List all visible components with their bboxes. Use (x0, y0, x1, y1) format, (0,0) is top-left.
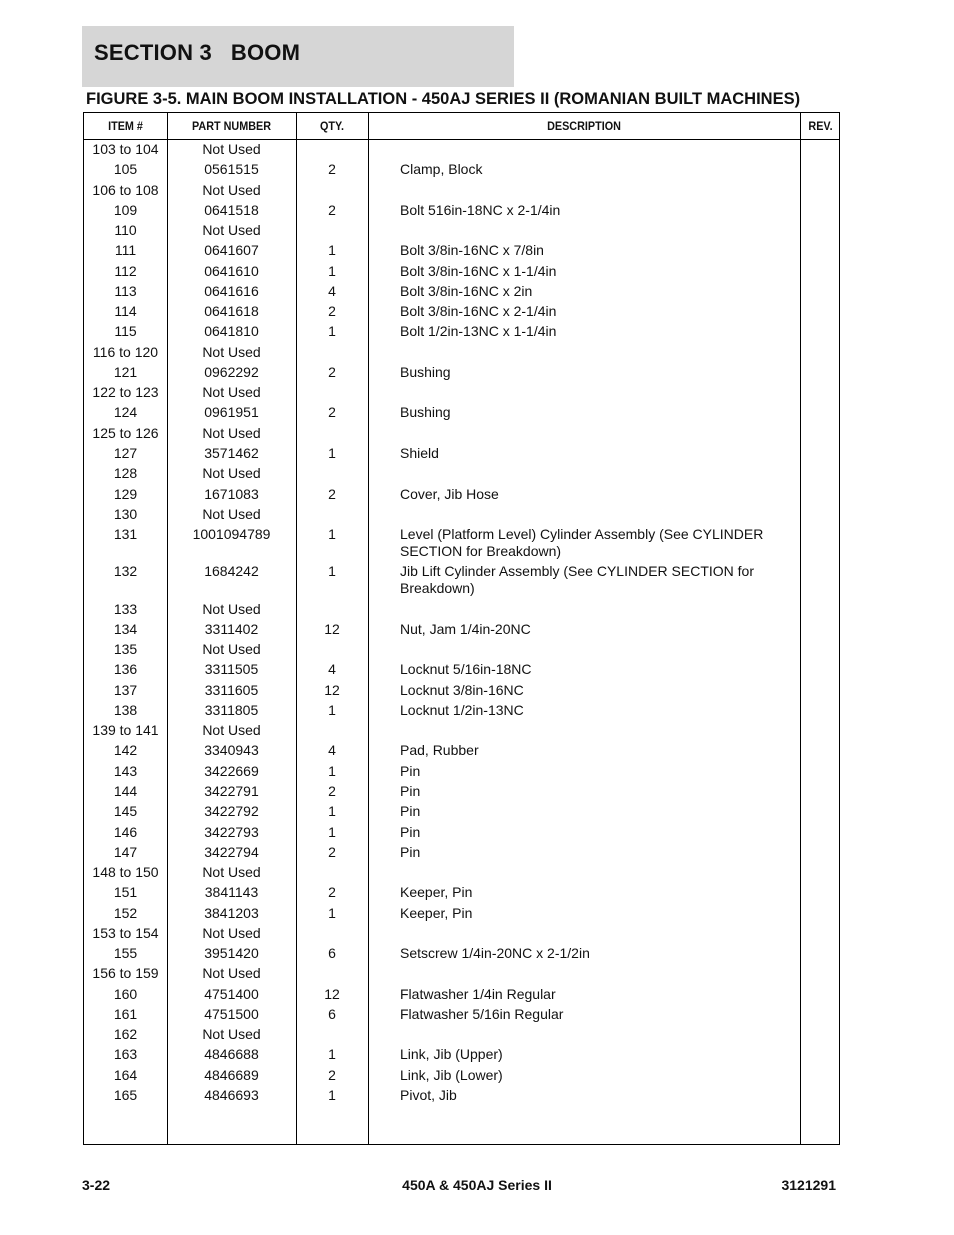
part-number-cell: 3311402 (204, 620, 259, 637)
item-number-cell: 135 (113, 641, 138, 658)
table-row (84, 263, 841, 283)
part-number-cell: 3311505 (204, 661, 259, 678)
description-cell: Bolt 1/2in-13NC x 1-1/4in (400, 323, 557, 340)
description-cell: Locknut 5/16in-18NC (400, 661, 532, 678)
quantity-cell: 2 (328, 1066, 336, 1083)
item-number-cell: 146 (113, 823, 138, 840)
part-number-cell: 4846693 (204, 1086, 259, 1103)
part-number-cell: 4751500 (204, 1005, 259, 1022)
part-number-cell: 3422792 (204, 803, 259, 820)
table-row (84, 283, 841, 303)
table-row (84, 763, 841, 783)
table-row (84, 1006, 841, 1026)
quantity-cell: 1 (328, 904, 336, 921)
table-row (84, 824, 841, 844)
quantity-cell: 1 (328, 701, 336, 718)
item-number-cell: 106 to 108 (92, 181, 159, 198)
part-number-cell: 3422794 (204, 843, 259, 860)
description-cell: Bolt 3/8in-16NC x 7/8in (400, 242, 544, 259)
description-cell: Cover, Jib Hose (400, 485, 499, 502)
item-number-cell: 124 (113, 404, 138, 421)
table-row (84, 945, 841, 965)
quantity-cell: 2 (328, 303, 336, 320)
quantity-cell: 4 (328, 282, 336, 299)
quantity-cell: 2 (328, 161, 336, 178)
table-row (84, 242, 841, 262)
part-number-cell: 3422793 (204, 823, 259, 840)
table-row (84, 445, 841, 465)
table-row (84, 202, 841, 222)
item-number-cell: 110 (114, 222, 137, 239)
part-number-cell: 3951420 (204, 945, 259, 962)
item-number-cell: 111 (114, 242, 137, 259)
description-cell: Pin (400, 762, 421, 779)
quantity-cell: 2 (328, 782, 336, 799)
table-row (84, 803, 841, 823)
table-row (84, 742, 841, 762)
item-number-cell: 134 (113, 620, 138, 637)
part-number-cell: 3340943 (204, 742, 259, 759)
item-number-cell: 161 (113, 1005, 138, 1022)
quantity-cell: 12 (324, 985, 340, 1002)
part-number-cell: 0641607 (204, 242, 259, 259)
column-header-item: ITEM # (108, 119, 143, 133)
quantity-cell: 1 (328, 1046, 336, 1063)
description-cell: Setscrew 1/4in-20NC x 2-1/2in (400, 945, 590, 962)
description-cell: Bolt 3/8in-16NC x 2-1/4in (400, 303, 557, 320)
parts-table (83, 112, 840, 1145)
page-number: 3-22 (82, 1177, 111, 1193)
part-number-cell: Not Used (202, 864, 261, 881)
table-row (84, 384, 841, 404)
item-number-cell: 145 (113, 803, 138, 820)
quantity-cell: 1 (328, 242, 336, 259)
table-row (84, 182, 841, 202)
table-row (84, 222, 841, 242)
quantity-cell: 1 (328, 444, 336, 461)
part-number-cell: 0961951 (204, 404, 259, 421)
part-number-cell: Not Used (202, 641, 261, 658)
item-number-cell: 125 to 126 (92, 424, 159, 441)
table-row (84, 884, 841, 904)
part-number-cell: Not Used (202, 722, 261, 739)
table-row (84, 722, 841, 742)
item-number-cell: 132 (113, 563, 138, 580)
table-row (84, 425, 841, 445)
table-row (84, 1026, 841, 1046)
item-number-cell: 121 (113, 363, 138, 380)
item-number-cell: 142 (113, 742, 138, 759)
description-cell: Nut, Jam 1/4in-20NC (400, 620, 531, 637)
description-cell: Bushing (400, 404, 451, 421)
item-number-cell: 136 (113, 661, 138, 678)
item-number-cell: 116 to 120 (92, 343, 159, 360)
table-row (84, 526, 841, 563)
quantity-cell: 12 (324, 620, 340, 637)
part-number-cell: Not Used (202, 424, 261, 441)
item-number-cell: 138 (113, 701, 138, 718)
part-number-cell: Not Used (202, 600, 261, 617)
part-number-cell: 3311605 (204, 681, 259, 698)
item-number-cell: 163 (113, 1046, 138, 1063)
table-row (84, 486, 841, 506)
description-cell: Flatwasher 5/16in Regular (400, 1005, 564, 1022)
item-number-cell: 152 (113, 904, 138, 921)
part-number-cell: Not Used (202, 505, 261, 522)
part-number-cell: 0641616 (204, 282, 259, 299)
quantity-cell: 1 (328, 1086, 336, 1103)
section-title: SECTION 3 BOOM (94, 40, 301, 65)
item-number-cell: 114 (114, 303, 137, 320)
item-number-cell: 105 (113, 161, 138, 178)
part-number-cell: 4846688 (204, 1046, 259, 1063)
table-row (84, 404, 841, 424)
item-number-cell: 155 (113, 945, 138, 962)
part-number-cell: 3841203 (204, 904, 259, 921)
part-number-cell: 3571462 (204, 444, 259, 461)
item-number-cell: 113 (114, 282, 137, 299)
part-number-cell: 3841143 (204, 884, 259, 901)
quantity-cell: 12 (324, 681, 340, 698)
item-number-cell: 131 (113, 526, 138, 543)
item-number-cell: 112 (114, 262, 137, 279)
part-number-cell: 1684242 (204, 563, 259, 580)
table-row (84, 323, 841, 343)
description-cell: Bolt 3/8in-16NC x 2in (400, 282, 533, 299)
part-number-cell: 0561515 (204, 161, 259, 178)
description-cell: Locknut 3/8in-16NC (400, 681, 524, 698)
item-number-cell: 103 to 104 (92, 141, 159, 157)
quantity-cell: 4 (328, 661, 336, 678)
quantity-cell: 2 (328, 884, 336, 901)
table-row (84, 1087, 841, 1107)
description-cell: Shield (400, 444, 439, 461)
table-row (84, 965, 841, 985)
column-header-part-number: PART NUMBER (191, 119, 272, 133)
table-row (84, 986, 841, 1006)
table-row (84, 682, 841, 702)
description-cell: Bolt 516in-18NC x 2-1/4in (400, 201, 561, 218)
description-cell: Pin (400, 843, 421, 860)
table-row (84, 661, 841, 681)
column-header-qty: QTY. (319, 119, 344, 133)
item-number-cell: 156 to 159 (92, 965, 159, 982)
part-number-cell: 4751400 (204, 985, 259, 1002)
quantity-cell: 1 (328, 563, 336, 580)
part-number-cell: Not Used (202, 465, 261, 482)
part-number-cell: 1671083 (204, 485, 259, 502)
quantity-cell: 1 (328, 262, 336, 279)
table-row (84, 141, 841, 161)
quantity-cell: 1 (328, 823, 336, 840)
part-number-cell: Not Used (202, 343, 261, 360)
table-row (84, 1046, 841, 1066)
description-cell: Pad, Rubber (400, 742, 479, 759)
part-number-cell: Not Used (202, 1026, 261, 1043)
part-number-cell: Not Used (202, 924, 261, 941)
table-row (84, 621, 841, 641)
item-number-cell: 143 (113, 762, 138, 779)
table-row (84, 465, 841, 485)
table-row (84, 601, 841, 621)
item-number-cell: 164 (113, 1066, 138, 1083)
description-cell: Bushing (400, 363, 451, 380)
part-number-cell: 0641610 (204, 262, 259, 279)
description-cell: Pin (400, 782, 421, 799)
description-cell: Pin (400, 823, 421, 840)
part-number-cell: 3422791 (204, 782, 259, 799)
description-cell: Keeper, Pin (400, 884, 473, 901)
part-number-cell: Not Used (202, 222, 261, 239)
item-number-cell: 130 (113, 505, 138, 522)
description-cell: Locknut 1/2in-13NC (400, 701, 524, 718)
description-cell: Keeper, Pin (400, 904, 473, 921)
item-number-cell: 148 to 150 (92, 864, 159, 881)
table-row (84, 702, 841, 722)
part-number-cell: 0641518 (204, 201, 259, 218)
description-cell: Pivot, Jib (400, 1086, 457, 1103)
document-number: 3121291 (781, 1177, 836, 1193)
table-row (84, 303, 841, 323)
table-row (84, 925, 841, 945)
item-number-cell: 122 to 123 (92, 384, 159, 401)
item-number-cell: 165 (113, 1086, 138, 1103)
description-cell: Flatwasher 1/4in Regular (400, 985, 556, 1002)
part-number-cell: 1001094789 (192, 526, 271, 543)
item-number-cell: 133 (113, 600, 138, 617)
description-cell: Jib Lift Cylinder Assembly (See CYLINDER SECTION for Breakdown) (400, 563, 754, 597)
table-row (84, 905, 841, 925)
quantity-cell: 1 (328, 323, 336, 340)
table-row (84, 641, 841, 661)
column-header-rev: REV. (808, 119, 833, 133)
item-number-cell: 151 (113, 884, 138, 901)
part-number-cell: 3422669 (204, 762, 259, 779)
table-row (84, 783, 841, 803)
part-number-cell: Not Used (202, 181, 261, 198)
header-divider (84, 139, 839, 140)
part-number-cell: 0641810 (204, 323, 259, 340)
quantity-cell: 6 (328, 1005, 336, 1022)
item-number-cell: 162 (113, 1026, 138, 1043)
figure-title: FIGURE 3-5. MAIN BOOM INSTALLATION - 450AJ SERIES II (ROMANIAN BUILT MACHINES) (86, 90, 801, 108)
model-name: 450A & 450AJ Series II (402, 1177, 552, 1193)
table-row (84, 506, 841, 526)
item-number-cell: 128 (113, 465, 138, 482)
quantity-cell: 2 (328, 404, 336, 421)
description-cell: Level (Platform Level) Cylinder Assembly (See CYLINDER SECTION for Breakdown) (400, 526, 764, 560)
item-number-cell: 153 to 154 (92, 924, 159, 941)
description-cell: Pin (400, 803, 421, 820)
quantity-cell: 2 (328, 201, 336, 218)
table-row (84, 161, 841, 181)
item-number-cell: 109 (113, 201, 138, 218)
description-cell: Bolt 3/8in-16NC x 1-1/4in (400, 262, 557, 279)
item-number-cell: 139 to 141 (92, 722, 159, 739)
item-number-cell: 127 (113, 444, 138, 461)
quantity-cell: 1 (328, 803, 336, 820)
table-row (84, 364, 841, 384)
quantity-cell: 2 (328, 363, 336, 380)
part-number-cell: 0962292 (204, 363, 259, 380)
description-cell: Link, Jib (Upper) (400, 1046, 503, 1063)
column-header-description: DESCRIPTION (547, 119, 621, 133)
quantity-cell: 4 (328, 742, 336, 759)
item-number-cell: 115 (114, 323, 137, 340)
table-row (84, 844, 841, 864)
quantity-cell: 6 (328, 945, 336, 962)
item-number-cell: 137 (113, 681, 138, 698)
description-cell: Clamp, Block (400, 161, 483, 178)
item-number-cell: 129 (113, 485, 138, 502)
part-number-cell: Not Used (202, 384, 261, 401)
table-row (84, 344, 841, 364)
table-body (84, 141, 841, 1107)
part-number-cell: Not Used (202, 965, 261, 982)
quantity-cell: 1 (328, 526, 336, 543)
part-number-cell: Not Used (202, 141, 261, 157)
part-number-cell: 0641618 (204, 303, 259, 320)
description-cell: Link, Jib (Lower) (400, 1066, 503, 1083)
table-row (84, 563, 841, 600)
item-number-cell: 144 (113, 782, 138, 799)
item-number-cell: 147 (113, 843, 138, 860)
item-number-cell: 160 (113, 985, 138, 1002)
part-number-cell: 3311805 (204, 701, 259, 718)
quantity-cell: 2 (328, 843, 336, 860)
table-row (84, 1067, 841, 1087)
quantity-cell: 1 (328, 762, 336, 779)
part-number-cell: 4846689 (204, 1066, 259, 1083)
table-row (84, 864, 841, 884)
quantity-cell: 2 (328, 485, 336, 502)
